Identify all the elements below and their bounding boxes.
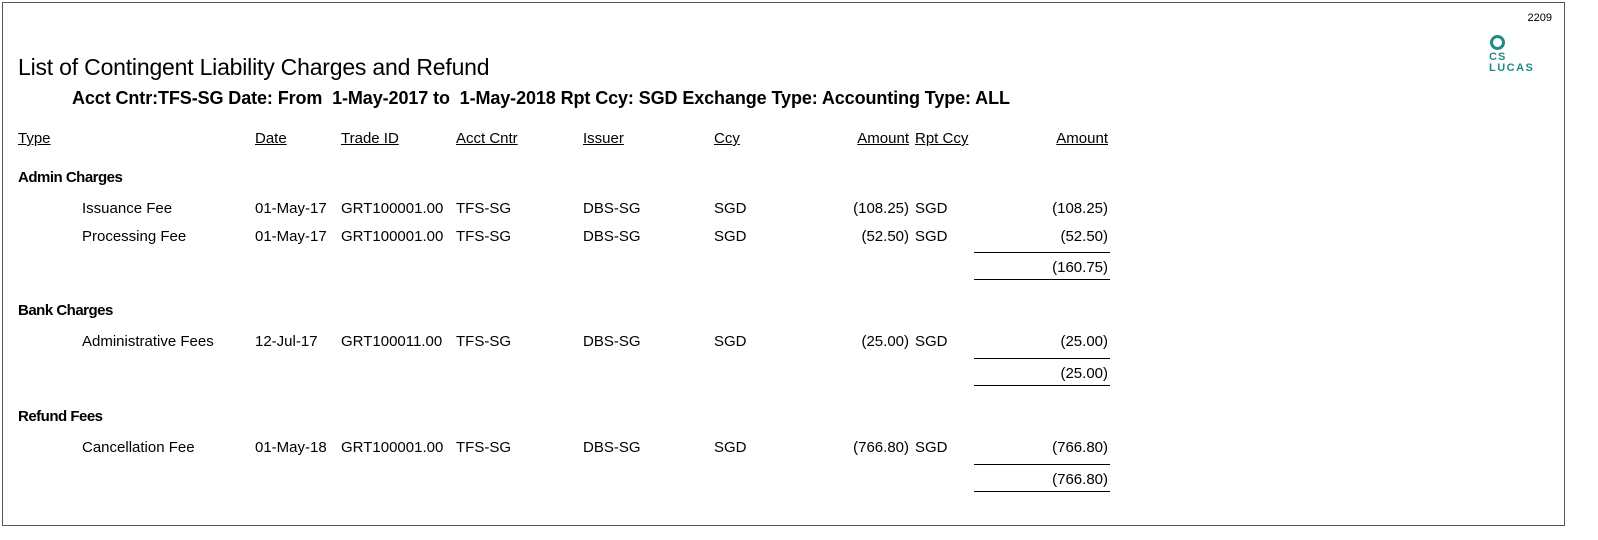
cell-amount: (52.50) [861,228,909,245]
cell-issuer: DBS-SG [583,200,641,217]
group-heading-refund-fees: Refund Fees [18,408,103,425]
cell-date: 01-May-17 [255,228,327,245]
cell-rpt-amount: (52.50) [1060,228,1108,245]
column-header-rpt-amount: Amount [1056,130,1108,147]
group-heading-admin-charges: Admin Charges [18,169,123,186]
cell-date: 01-May-17 [255,200,327,217]
subtotal-amount: (25.00) [1060,365,1108,382]
cell-date: 01-May-18 [255,439,327,456]
subtotal-rule-top [974,464,1110,465]
cell-ccy: SGD [714,333,747,350]
logo-text-lucas: LUCAS [1489,62,1535,74]
cell-acct-cntr: TFS-SG [456,200,511,217]
cell-date: 12-Jul-17 [255,333,318,350]
column-header-acct-cntr: Acct Cntr [456,130,518,147]
cell-trade-id: GRT100001.00 [341,439,444,456]
page-number: 2209 [1527,12,1552,24]
cell-acct-cntr: TFS-SG [456,228,511,245]
cell-rpt-ccy: SGD [915,200,948,217]
column-header-rpt-ccy: Rpt Ccy [915,130,969,147]
cell-amount: (25.00) [861,333,909,350]
column-header-amount: Amount [857,130,909,147]
subtotal-rule-bottom [974,385,1110,386]
cell-trade-id: GRT100011.00 [341,333,443,350]
cell-amount: (766.80) [853,439,909,456]
cell-trade-id: GRT100001.00 [341,200,444,217]
subtotal-rule-top [974,252,1110,253]
cell-ccy: SGD [714,439,747,456]
column-header-date: Date [255,130,287,147]
report-subtitle: Acct Cntr:TFS-SG Date: From 1-May-2017 to 1-May-2018 Rpt Ccy: SGD Exchange Type: Accounting Type: ALL [72,88,1010,108]
cell-rpt-amount: (766.80) [1052,439,1108,456]
column-header-trade-id: Trade ID [341,130,399,147]
cell-acct-cntr: TFS-SG [456,333,511,350]
subtotal-amount: (766.80) [1052,471,1108,488]
cell-amount: (108.25) [853,200,909,217]
cell-rpt-ccy: SGD [915,228,948,245]
cell-acct-cntr: TFS-SG [456,439,511,456]
column-header-issuer: Issuer [583,130,624,147]
cell-rpt-ccy: SGD [915,439,948,456]
cell-rpt-amount: (25.00) [1060,333,1108,350]
cell-type: Issuance Fee [82,200,173,217]
subtotal-amount: (160.75) [1052,259,1108,276]
cell-rpt-amount: (108.25) [1052,200,1108,217]
subtotal-rule-bottom [974,491,1110,492]
cell-rpt-ccy: SGD [915,333,948,350]
cell-issuer: DBS-SG [583,333,641,350]
column-header-type: Type [18,130,51,147]
cell-type: Cancellation Fee [82,439,195,456]
cell-issuer: DBS-SG [583,439,641,456]
group-heading-bank-charges: Bank Charges [18,302,113,319]
cell-ccy: SGD [714,228,747,245]
logo-ring-icon [1490,35,1505,50]
cell-type: Administrative Fees [82,333,214,350]
column-header-ccy: Ccy [714,130,740,147]
cell-ccy: SGD [714,200,747,217]
cell-trade-id: GRT100001.00 [341,228,444,245]
logo-text-cs: CS [1489,51,1507,63]
subtotal-rule-top [974,358,1110,359]
report-page [2,2,1565,526]
cell-issuer: DBS-SG [583,228,641,245]
cell-type: Processing Fee [82,228,187,245]
report-title: List of Contingent Liability Charges and Refund [18,54,490,80]
subtotal-rule-bottom [974,279,1110,280]
cs-lucas-logo [1489,35,1545,79]
